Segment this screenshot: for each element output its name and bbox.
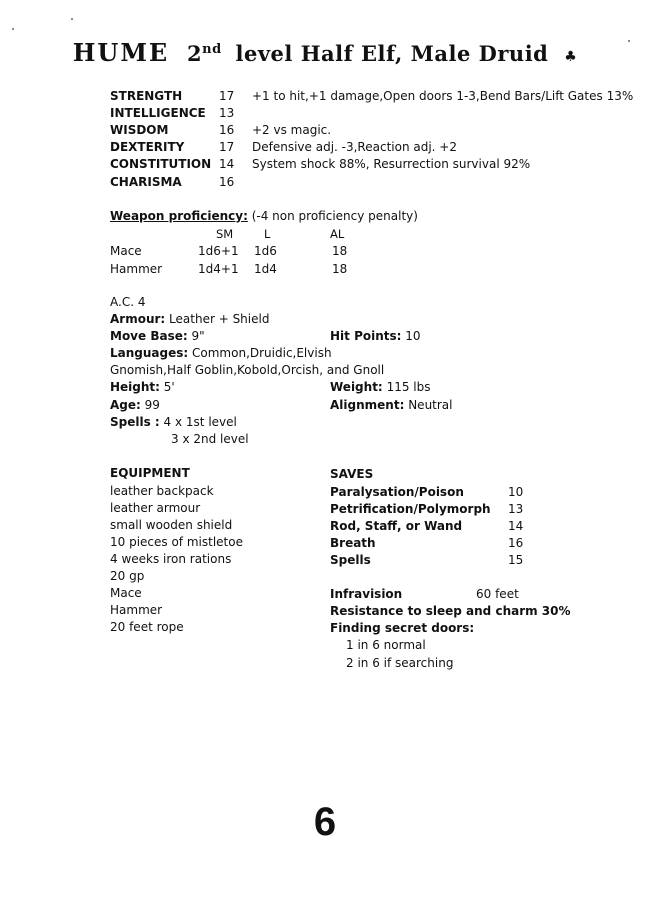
ability-value: 13 [219, 106, 235, 120]
move-label: Move Base: [110, 329, 188, 343]
equipment-item: leather armour [110, 501, 201, 515]
page-title [0, 38, 650, 67]
move-row [110, 328, 205, 345]
weapon-proficiency-note: (-4 non proficiency penalty) [251, 209, 418, 223]
ability-label: STRENGTH [110, 89, 183, 103]
armour-value: Leather + Shield [169, 312, 270, 326]
height-value: 5' [163, 380, 175, 394]
ornament-icon: ♣ [564, 49, 578, 65]
save-value: 16 [508, 536, 524, 550]
ability-value: 17 [219, 89, 235, 103]
weight-row [330, 379, 430, 396]
weapon-damage-l: 1d4 [254, 262, 277, 276]
weapon-al: 18 [332, 244, 348, 258]
save-label: Paralysation/Poison [330, 485, 464, 499]
character-name: HUME [72, 38, 170, 67]
ability-label: CHARISMA [110, 175, 182, 189]
ability-value: 16 [219, 175, 235, 189]
height-row [110, 379, 175, 396]
weapon-damage-sm: 1d6+1 [198, 244, 239, 258]
ability-value: 16 [219, 123, 235, 137]
weapon-damage-l: 1d6 [254, 244, 277, 258]
armour-label: Armour: [110, 312, 166, 326]
age-row [110, 397, 160, 414]
level-number: 2 [187, 41, 203, 66]
save-value: 10 [508, 485, 524, 499]
hit-points-label: Hit Points: [330, 329, 402, 343]
weapon-proficiency-heading [110, 208, 418, 225]
save-value: 13 [508, 502, 524, 516]
equipment-item: Mace [110, 586, 142, 600]
scan-speck [12, 28, 14, 30]
spells-line2: 3 x 2nd level [171, 432, 249, 446]
equipment-item: 20 feet rope [110, 620, 184, 634]
save-label: Petrification/Polymorph [330, 502, 491, 516]
equipment-item: 20 gp [110, 569, 145, 583]
alignment-row [330, 397, 453, 414]
equipment-item: Hammer [110, 603, 163, 617]
equipment-item: small wooden shield [110, 518, 233, 532]
weapon-al: 18 [332, 262, 348, 276]
age-value: 99 [144, 398, 160, 412]
equipment-heading: EQUIPMENT [110, 466, 190, 480]
ability-note: +2 vs magic. [252, 123, 332, 137]
column-header: SM [216, 227, 234, 241]
ability-value: 14 [219, 157, 235, 171]
weapon-name: Mace [110, 244, 142, 258]
weight-label: Weight: [330, 380, 383, 394]
resistance-text: Resistance to sleep and charm 30% [330, 604, 571, 618]
languages-line2: Gnomish,Half Goblin,Kobold,Orcish, and Gnoll [110, 363, 385, 377]
save-label: Spells [330, 553, 371, 567]
alignment-label: Alignment: [330, 398, 405, 412]
ability-label: DEXTERITY [110, 140, 185, 154]
equipment-item: 4 weeks iron rations [110, 552, 232, 566]
page-number: 6 [313, 800, 337, 844]
secret-doors-label: Finding secret doors: [330, 621, 475, 635]
equipment-item: leather backpack [110, 484, 214, 498]
ability-note: Defensive adj. -3,Reaction adj. +2 [252, 140, 457, 154]
spells-line1: 4 x 1st level [163, 415, 237, 429]
scan-speck [628, 40, 630, 42]
secret-doors-normal: 1 in 6 normal [346, 638, 426, 652]
ability-label: CONSTITUTION [110, 157, 212, 171]
save-value: 15 [508, 553, 524, 567]
scan-speck [71, 18, 73, 20]
weapon-damage-sm: 1d4+1 [198, 262, 239, 276]
save-label: Breath [330, 536, 376, 550]
level-suffix: nd [202, 42, 222, 57]
languages-label: Languages: [110, 346, 189, 360]
ability-value: 17 [219, 140, 235, 154]
spells-row [110, 414, 237, 431]
secret-doors-searching: 2 in 6 if searching [346, 656, 454, 670]
save-value: 14 [508, 519, 524, 533]
weapon-name: Hammer [110, 262, 163, 276]
character-class: level Half Elf, Male Druid [235, 41, 549, 66]
column-header: AL [330, 227, 345, 241]
armour-row [110, 311, 269, 328]
column-header: L [264, 227, 271, 241]
height-label: Height: [110, 380, 160, 394]
ability-note: System shock 88%, Resurrection survival 92% [252, 157, 531, 171]
languages-line1: Common,Druidic,Elvish [192, 346, 332, 360]
alignment-value: Neutral [408, 398, 453, 412]
save-label: Rod, Staff, or Wand [330, 519, 463, 533]
spells-label: Spells : [110, 415, 160, 429]
equipment-item: 10 pieces of mistletoe [110, 535, 243, 549]
move-value: 9" [191, 329, 205, 343]
ability-label: WISDOM [110, 123, 169, 137]
ability-label: INTELLIGENCE [110, 106, 206, 120]
weapon-proficiency-label: Weapon proficiency: [110, 209, 248, 223]
saves-heading: SAVES [330, 467, 374, 481]
weight-value: 115 lbs [386, 380, 431, 394]
infravision-value: 60 feet [476, 587, 519, 601]
hit-points-value: 10 [405, 329, 421, 343]
character-level [187, 41, 222, 66]
infravision-label: Infravision [330, 587, 403, 601]
languages-row [110, 345, 332, 362]
age-label: Age: [110, 398, 141, 412]
ability-note: +1 to hit,+1 damage,Open doors 1-3,Bend Bars/Lift Gates 13% [252, 89, 634, 103]
hit-points-row [330, 328, 421, 345]
armour-class: A.C. 4 [110, 295, 146, 309]
